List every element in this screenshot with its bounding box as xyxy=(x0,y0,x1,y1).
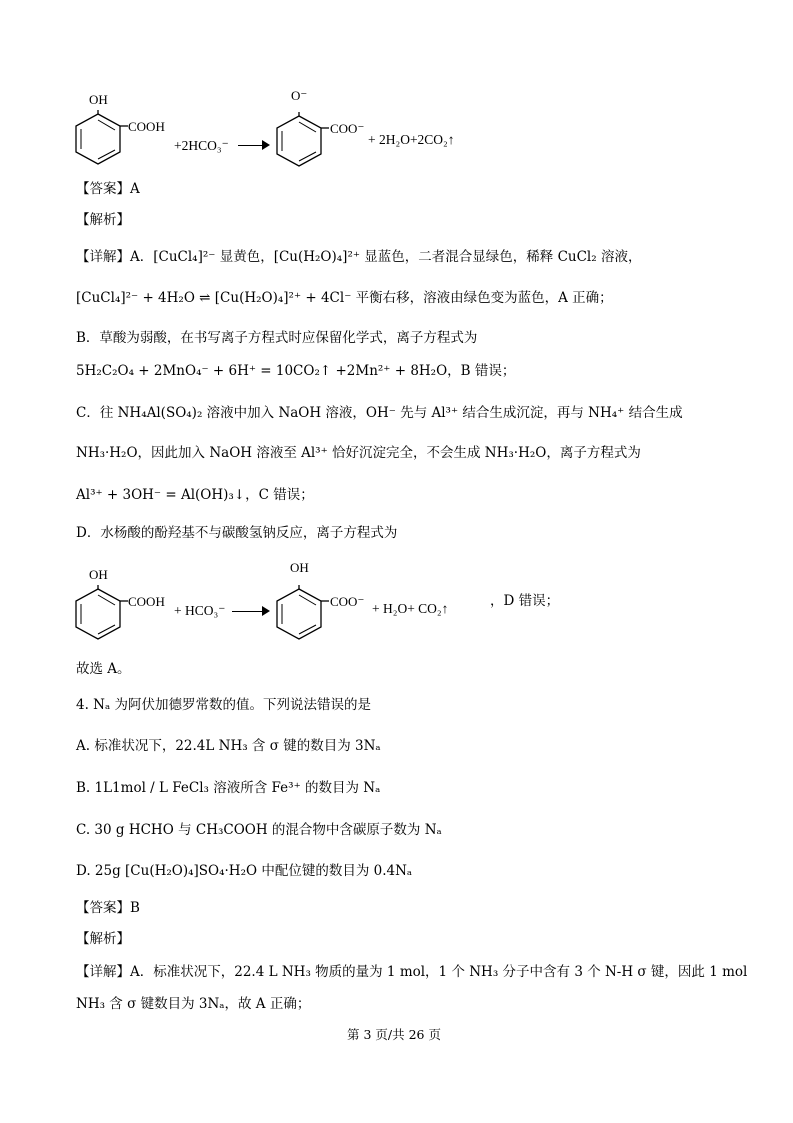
eq1-oh: OH xyxy=(89,92,108,107)
choose-line: 故选 A。 xyxy=(76,661,131,677)
detail-line-8: D．水杨酸的酚羟基不与碳酸氢钠反应，离子方程式为 xyxy=(76,525,398,541)
detail-line-7: Al³⁺ + 3OH⁻ = Al(OH)₃↓，C 错误； xyxy=(76,487,314,503)
eq1-cooh: COOH xyxy=(128,119,165,134)
detail-line-6: NH₃·H₂O，因此加入 NaOH 溶液至 Al³⁺ 恰好沉淀完全，不会生成 NH₃·H₂O，离子方程式为 xyxy=(76,445,641,461)
eq1-products: + 2H₂O+2CO₂↑ xyxy=(368,132,455,147)
answer-label-1: 【答案】A xyxy=(76,181,140,197)
arrow-head-icon xyxy=(262,606,270,616)
question-4-option-c: C. 30 g HCHO 与 CH₃COOH 的混合物中含碳原子数为 Nₐ xyxy=(76,822,442,838)
benzene-ring-icon xyxy=(271,585,331,647)
question-4-option-d: D. 25g [Cu(H₂O)₄]SO₄·H₂O 中配位键的数目为 0.4Nₐ xyxy=(76,863,413,879)
eq1-plus-hco3: +2HCO₃⁻ xyxy=(174,138,229,153)
eq2-plus-hco3: + HCO₃⁻ xyxy=(174,603,226,618)
eq1-coo-minus: COO⁻ xyxy=(330,121,365,136)
answer-label-2: 【答案】B xyxy=(76,900,140,916)
analysis-label-2: 【解析】 xyxy=(76,931,130,947)
eq2-coo-minus: COO⁻ xyxy=(330,594,365,609)
detail-line-1: 【详解】A．[CuCl₄]²⁻ 显黄色，[Cu(H₂O)₄]²⁺ 显蓝色，二者混合显绿色，稀释 CuCl₂ 溶液， xyxy=(76,249,642,265)
page-footer: 第 3 页/共 26 页 xyxy=(347,1027,441,1042)
benzene-ring-icon xyxy=(70,585,130,647)
detail-line-3: B．草酸为弱酸，在书写离子方程式时应保留化学式，离子方程式为 xyxy=(76,330,478,346)
detail-line-4: 5H₂C₂O₄ + 2MnO₄⁻ + 6H⁺ = 10CO₂↑ +2Mn²⁺ + 8H₂O，B 错误； xyxy=(76,363,516,379)
detail2-line-1: 【详解】A．标准状况下，22.4 L NH₃ 物质的量为 1 mol，1 个 NH₃ 分子中含有 3 个 N-H σ 键，因此 1 mol xyxy=(76,964,748,980)
eq2-oh: OH xyxy=(89,567,108,582)
benzene-ring-icon xyxy=(271,112,331,174)
eq2-cooh: COOH xyxy=(128,594,165,609)
detail-line-5: C．往 NH₄Al(SO₄)₂ 溶液中加入 NaOH 溶液，OH⁻ 先与 Al³⁺ 结合生成沉淀，再与 NH₄⁺ 结合生成 xyxy=(76,405,683,421)
detail-line-2: [CuCl₄]²⁻ + 4H₂O ⇌ [Cu(H₂O)₄]²⁺ + 4Cl⁻ 平衡右移，溶液由绿色变为蓝色，A 正确； xyxy=(76,290,613,306)
detail2-line-2: NH₃ 含 σ 键数目为 3Nₐ，故 A 正确； xyxy=(76,996,311,1012)
question-4-option-a: A. 标准状况下，22.4L NH₃ 含 σ 键的数目为 3Nₐ xyxy=(76,738,381,754)
arrow-head-icon xyxy=(262,140,270,150)
analysis-label-1: 【解析】 xyxy=(76,212,130,228)
benzene-ring-icon xyxy=(70,110,130,172)
eq2-products: + H₂O+ CO₂↑ xyxy=(372,601,449,616)
eq2-product-oh: OH xyxy=(290,560,309,575)
reaction-arrow-icon xyxy=(232,611,266,612)
eq1-o-minus: O⁻ xyxy=(291,88,308,103)
question-4-option-b: B. 1L1mol / L FeCl₃ 溶液所含 Fe³⁺ 的数目为 Nₐ xyxy=(76,780,381,796)
question-4-stem: 4. Nₐ 为阿伏加德罗常数的值。下列说法错误的是 xyxy=(76,697,371,713)
eq2-tail: ，D 错误； xyxy=(490,593,560,609)
